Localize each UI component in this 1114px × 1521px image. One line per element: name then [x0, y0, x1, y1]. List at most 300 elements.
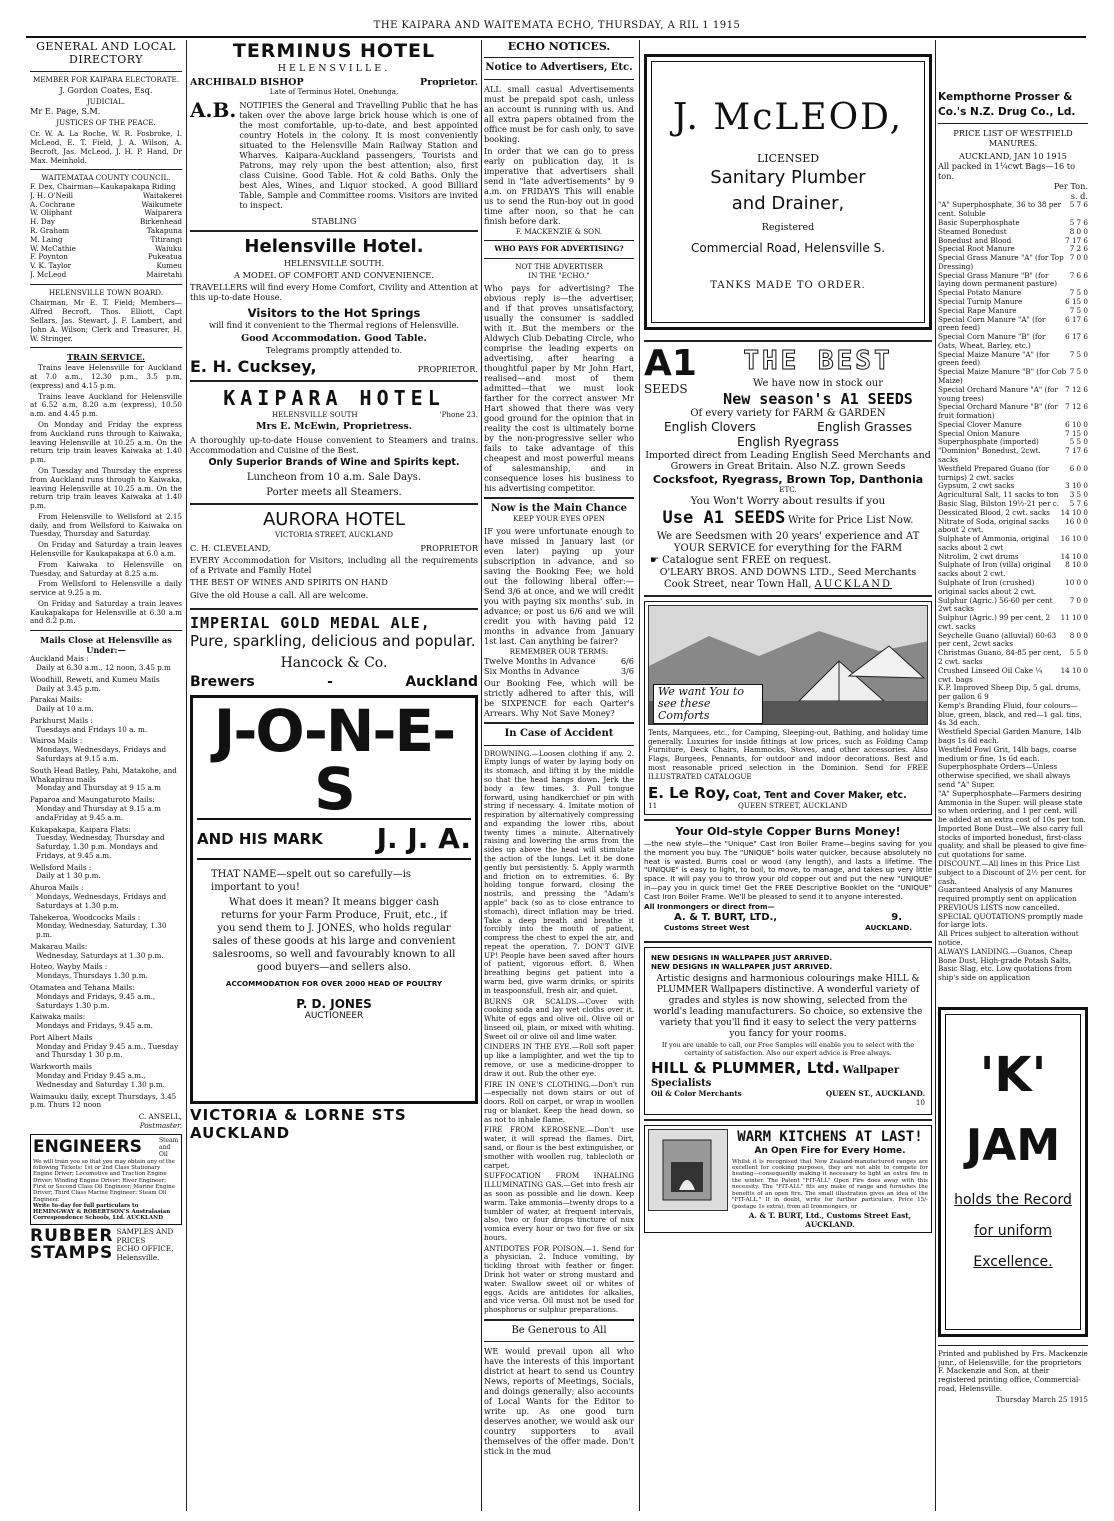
main-chance-title: Now is the Main Chance [490, 502, 628, 514]
divider [30, 347, 182, 348]
divider [190, 380, 478, 382]
postmaster-name: C. ANSELL, [138, 1112, 182, 1122]
price-value: 7 0 0 [1069, 595, 1088, 605]
price-value: 7 5 0 [1069, 305, 1088, 315]
cucksey: E. H. Cucksey, [190, 356, 317, 376]
council-riding: Waitakerei [142, 190, 182, 200]
terms-list [484, 656, 634, 676]
mail-entry [30, 1063, 182, 1089]
divider [938, 123, 1088, 124]
price-item: Special Clover Manure [938, 419, 1022, 429]
mcleod-registered: Registered [761, 221, 815, 233]
aurora-owner: C. H. CLEVELAND, [190, 542, 271, 553]
mail-route: Woodhill, Reweti, and Kumeu Mails [30, 674, 160, 684]
price-value: 8 10 0 [1065, 560, 1088, 570]
council-member: H. Day [30, 217, 55, 227]
notices-column [484, 40, 634, 1511]
leroy-number: 11 [648, 800, 658, 810]
divider [190, 503, 478, 505]
price-row [938, 403, 1088, 421]
price-value: 14 10 0 [1060, 665, 1088, 675]
wallpaper-address: QUEEN ST., AUCKLAND. [825, 1088, 925, 1098]
mails-list [30, 655, 182, 1110]
mail-route: South Head Batley, Pahi, Matakohe, and Whakapirau mails [30, 765, 177, 784]
price-item: Special Corn Manure "A" (for green feed) [938, 314, 1046, 333]
terminus-role: Proprietor. [420, 76, 478, 88]
price-row [938, 272, 1088, 290]
mail-entry [30, 717, 182, 735]
jones-initials: J. J. A. [376, 821, 471, 855]
terminus-town: HELENSVILLE. [277, 63, 391, 75]
council-riding: Waiuku [155, 243, 182, 253]
wallpaper-ad [644, 947, 932, 1114]
mail-entry [30, 963, 182, 981]
council-riding: Waiparera [144, 208, 182, 218]
divider [190, 608, 478, 610]
mail-entry [30, 864, 182, 882]
price-item: Special Orchard Manure "B" (for fruit formation) [938, 402, 1058, 421]
mail-time: Mondays, Wednesdays, Fridays and Saturdays at 1.30 p.m. [36, 891, 167, 910]
cucksey-role: PROPRIETOR. [417, 363, 478, 374]
westfield-fowl: Westfield Fowl Grit, 14lb bags, coarse medium or fine, 1s 6d each. [938, 744, 1077, 763]
who-pays: WHO PAYS FOR ADVERTISING? [494, 244, 624, 254]
price-item: Westfield Prepared Guano (for turnips) 2 cwt. sacks [938, 463, 1049, 482]
price-row [938, 465, 1088, 483]
judicial-heading: JUDICIAL. [86, 96, 126, 106]
a1-catalogue: Catalogue sent FREE on request. [662, 554, 832, 566]
divider [484, 497, 634, 499]
a1-new-season: New season's A1 SEEDS [723, 389, 913, 408]
leroy-ad [644, 601, 932, 815]
price-item: Special Orchard Manure "A" (for young trees) [938, 384, 1058, 403]
terms-price: 3/6 [620, 666, 634, 677]
manures-column [938, 40, 1088, 1511]
price-value: 6 0 0 [1069, 463, 1088, 473]
notice-body-2: In order that we can go to press early on publication day, it is imperative that advertisers shall send in "late advertisements" by 9 a.m. on FRIDAYS This will enable us to send the Run-boy out in good time after noon, so that he can finish before dark. [484, 145, 634, 226]
price-value: 7 15 0 [1065, 428, 1088, 438]
terms-row [484, 656, 634, 666]
council-member: J. H. O'Neill [30, 190, 74, 200]
price-date: AUCKLAND, JAN 10 1915 [958, 151, 1067, 162]
price-value: 7 5 0 [1069, 367, 1088, 377]
helensville-body: TRAVELLERS will find every Home Comfort, Civility and Attention at this up-to-date House. [190, 282, 478, 303]
column-divider [481, 40, 482, 1511]
a1-seeds-label: SEEDS [644, 382, 688, 396]
leroy-trade: Coat, Tent and Cover Maker, etc. [732, 789, 907, 801]
a1-worry: You Won't Worry about results if you [690, 494, 886, 507]
springs-body: will find it convenient to the Thermal regions of Helensville. [209, 320, 459, 331]
notice-body: ALL small casual Advertisements must be prepaid spot cash, unless an account is running with us. And all extra papers obtained from the office must be for cash only, to save booking. [484, 83, 634, 144]
council-riding: Takapuna [146, 225, 182, 235]
divider [938, 1345, 1088, 1346]
stamps-title: RUBBER STAMPS [30, 1225, 114, 1263]
ale-title: IMPERIAL GOLD MEDAL ALE, [190, 613, 431, 632]
copper-ironmongers: All Ironmongers or direct from— [644, 902, 775, 912]
brewers-city: Auckland [405, 673, 478, 690]
a1-the-best: THE BEST [743, 346, 893, 376]
price-row [938, 254, 1088, 272]
jp-text: Cr. W. A. La Roche, W. R. Fosbroke, I. McLeod, E. T. Field, J. A. Wilson, A. Becroft, Jas. McLeod, J. H. P. Hand, Dr Max. Meinhold. [30, 129, 182, 165]
train-heading: TRAIN SERVICE. [67, 352, 145, 363]
mail-time: Wednesday, Saturdays at 1.30 p.m. [36, 950, 164, 960]
k-label: 'K' [979, 1046, 1047, 1103]
price-value: 6 17 6 [1065, 314, 1088, 324]
mail-entry [30, 914, 182, 940]
accident-fire-kerosene: FIRE FROM KEROSENE.—Don't use water, it will spread the flames. Dirt, sand, or flour is the best extinguisher, or smother with woollen rug, tablecloth or carpet. [484, 1125, 634, 1170]
mail-time: Daily at 10 a.m. [36, 704, 94, 714]
directory-column [30, 40, 182, 1511]
kaipara-hotel-title: KAIPARA HOTEL [223, 386, 445, 411]
wallpaper-line-1: NEW DESIGNS IN WALLPAPER JUST ARRIVED. [651, 953, 833, 963]
divider [484, 722, 634, 724]
price-item: Special Maize Manure "A" (for green feed) [938, 349, 1050, 368]
council-riding: Waikumete [141, 199, 182, 209]
leroy-address: QUEEN STREET, AUCKLAND [738, 800, 848, 810]
stamps-ad [30, 1225, 182, 1263]
terms-body: Our Booking Fee, which will be strictly adhered to after this, will be SIXPENCE for each Qarter's Arrears. Why Not Save Money? [484, 678, 634, 719]
price-row [938, 614, 1088, 632]
price-item: Sulphate of Ammonia, original sacks about 2 cwt [938, 534, 1050, 552]
a1-ryegrass: English Ryegrass [737, 435, 839, 450]
board-text: Chairman, Mr E. T. Field; Members—Alfred Becroft, Thos. Elliott, Capt Sellars, Jas. Stewart, J. F. Lambert, and John A. Wilson; Clerk and Treasurer, H. W. Stringer. [30, 298, 182, 343]
price-item: Special Maize Manure "B" (for Cob Maize) [938, 367, 1067, 385]
price-value: 7 17 6 [1065, 446, 1088, 456]
price-value: 7 12 6 [1065, 384, 1088, 394]
copper-address: Customs Street West [664, 923, 750, 933]
aurora-sub: VICTORIA STREET, AUCKLAND [274, 529, 393, 539]
mail-route: Wellsford Mails : [30, 862, 92, 872]
mail-route: Paparoa and Maungaturoto Mails: [30, 795, 155, 805]
a1-clovers: English Clovers [664, 420, 756, 435]
mail-time: Monday and Thursday at 9 15 a.m [36, 783, 161, 793]
jones-name: P. D. JONES [296, 996, 372, 1011]
a1-cocksfoot: Cocksfoot, Ryegrass, Brown Top, Danthonia [652, 472, 924, 486]
mail-route: Hoteo, Wayby Mails : [30, 962, 108, 972]
jp-heading: JUSTICES OF THE PEACE. [56, 118, 156, 128]
column-divider [186, 40, 187, 1511]
a1-cook-street: Cook Street, near Town Hall, [664, 578, 812, 590]
price-row [938, 535, 1088, 553]
imported-bone: Imported Bone Dust—We also carry full stocks of imported bonedust, first-class quality, and shall be pleased to give fine-cut quotations for same. [938, 823, 1087, 860]
a1-use-seeds: Use A1 SEEDS [662, 507, 786, 528]
helensville-model: A MODEL OF COMFORT AND CONVENIENCE. [234, 270, 434, 281]
divider [30, 630, 182, 631]
price-item: Special Root Manure [938, 244, 1015, 254]
ale-line: Pure, sparkling, delicious and popular. [190, 631, 476, 650]
copper-city: AUCKLAND. [865, 923, 912, 933]
mail-time: Mondays, Wednesdays, Fridays and Saturdays at 9.15 a.m. [36, 745, 167, 764]
price-item: Agricultural Salt, 11 sacks to ton [938, 490, 1059, 500]
notice-sign: F. MACKENZIE & SON. [515, 226, 603, 236]
member-heading: MEMBER FOR KAIPARA ELECTORATE. [32, 74, 180, 84]
divider [644, 595, 932, 597]
divider [30, 169, 182, 170]
train-paragraph: On Friday and Saturday a train leaves Kaukapakapa for Helensville at 6.30 a.m and 8.2 p.m. [30, 598, 182, 626]
mail-time: Daily at 1 30 p.m. [36, 871, 101, 881]
hancock: Hancock & Co. [280, 654, 388, 671]
aurora-call: Give the old House a call. All are welcome. [190, 589, 369, 600]
price-item: Sulphate of Iron (villa) original sacks about 2 cwt. [938, 560, 1051, 579]
price-item: Christmas Guano, 84-85 per cent, 2 cwt. sacks [938, 648, 1062, 666]
price-item: Sulphate of Iron (crushed) original sacks about 2 cwt. [938, 577, 1037, 596]
council-member: R. Graham [30, 225, 70, 235]
price-value: 7 5 0 [1069, 349, 1088, 359]
kaipara-brands: Only Superior Brands of Wine and Spirits kept. [208, 456, 460, 468]
price-value: 14 10 0 [1060, 551, 1088, 561]
price-value: 5 7 6 [1069, 498, 1088, 508]
kaipara-sub: HELENSVILLE SOUTH [271, 409, 358, 419]
price-item: Special Onion Manure [938, 428, 1020, 438]
price-value: 7 0 0 [1069, 253, 1088, 263]
mail-route: Ahuroa Mails : [30, 883, 84, 893]
a1-seeds-ad [644, 343, 932, 408]
terminus-body: NOTIFIES the General and Travelling Public that he has taken over the above large brick house which is one of the most comfortable, up-to-date, and best appointed country Hotels in the colony. It is most conveniently situated to the Helensville Main Railway Station and Wharves. Kaipara-Auckland passengers, Tourists and Patrons, may rely upon the best attention; also, first class Cuisine. Good Table. Hot & cold Baths. Only the best Ales, Wines, and Liquor stocked. A good Billiard Table, Sample and Committee rooms. Visitors are invited to inspect. [239, 100, 478, 211]
directory-title: GENERAL AND LOCAL DIRECTORY [36, 40, 176, 67]
guaranteed: Guaranteed Analysis of any Manures required promptly sent on application PREVIOUS LISTS now cancelled. [938, 885, 1077, 912]
a1-every: Of every variety for FARM & GARDEN [690, 408, 886, 420]
price-value: 5 7 6 [1069, 200, 1088, 210]
member-name: J. Gordon Coates, Esq. [59, 84, 153, 95]
price-value: 6 17 6 [1065, 332, 1088, 342]
special-quotations: SPECIAL QUOTATIONS promptly made for large lots. [938, 911, 1083, 930]
fireplace-icon [649, 1130, 725, 1208]
mail-entry [30, 1093, 182, 1111]
mcleod-ad [644, 54, 932, 330]
price-value: 3 5 0 [1069, 490, 1088, 500]
train-paragraph: From Helensville to Wellsford at 2.15 daily, and from Wellsford to Kaiwaka on Tuesday, Thursday and Saturday. [30, 511, 182, 539]
helensville-hotel-title: Helensville Hotel. [244, 236, 424, 258]
for-uniform: for uniform [974, 1223, 1052, 1240]
stabling: STABLING [311, 216, 357, 227]
a1-oleary: O'LEARY BROS. AND DOWNS LTD., Seed Merchants [659, 567, 917, 579]
notices-title: ECHO NOTICES. [507, 40, 611, 53]
council-row [30, 271, 182, 280]
train-paragraph: From Wellsford to Helensville a daily service at 9.25 a m. [30, 579, 182, 598]
divider [644, 819, 932, 821]
kaipara-owner: Mrs E. McEwin, Proprietress. [255, 421, 413, 433]
mail-entry [30, 796, 182, 822]
council-member: J. McLeod [30, 269, 67, 279]
divider [190, 230, 478, 232]
generous-body: WE would prevail upon all who have the interests of this important district at heart to send us Country News, reports of Meetings, Socials, and doings generally; also accounts of Local Wants for the Editor to write up. As one good turn deserves another, we would ask our country supporters to avail themselves of the offer made. Don't stick in the mud [484, 1346, 634, 1457]
mail-entry [30, 884, 182, 910]
price-row [938, 386, 1088, 404]
price-value: 3 10 0 [1065, 481, 1088, 491]
a1-auckland: AUCKLAND [814, 578, 893, 590]
mail-entry [30, 1034, 182, 1060]
per-ton: Per Ton. [1053, 181, 1088, 192]
price-item: Special Corn Manure "B" (for Oats, Wheat, Barley, etc.) [938, 332, 1046, 350]
wallpaper-specialists: Wallpaper Specialists [651, 1065, 900, 1089]
aurora-title: AURORA HOTEL [262, 508, 406, 530]
divider [484, 240, 634, 241]
terminus-late: Late of Terminus Hotel, Onehunga, [269, 87, 399, 97]
price-item: Special Potato Manure [938, 288, 1022, 298]
ads-column [644, 40, 932, 1511]
mail-route: Port Albert Mails [30, 1032, 93, 1042]
divider [484, 745, 634, 746]
train-list [30, 364, 182, 626]
price-list [938, 201, 1088, 684]
mail-entry [30, 984, 182, 1010]
mail-entry [30, 676, 182, 694]
board-heading: HELENSVILLE TOWN BOARD. [48, 287, 164, 297]
mail-time: Tuesday, Wednesday, Thursday and Saturday, 1.30 p.m. Mondays and Fridays, at 9.45 a.m. [36, 833, 165, 860]
terminus-initials: A.B. [190, 98, 237, 123]
price-item: Special Grass Manure "B" (for laying down permanent pasture) [938, 270, 1058, 289]
shillings-pence: s. d. [1070, 191, 1088, 202]
aurora-role: PROPRIETOR [420, 542, 478, 553]
price-value: 16 0 0 [1065, 516, 1088, 526]
price-value: 7 12 6 [1065, 402, 1088, 412]
wallpaper-oil: Oil & Color Merchants [651, 1088, 742, 1098]
column-divider [639, 40, 640, 1511]
jones-and-his-mark: AND HIS MARK [197, 829, 323, 848]
a-super: "A" Superphosphate—Farmers desiring Ammonia in the Super. will please state so when ordering, and 1 per cent. will be added at an extra cost of 10s per ton. [938, 788, 1086, 825]
price-row [938, 333, 1088, 351]
main-chance-body: IF you were unfortunate enough to have missed in January last (or even later) paying up your subscription in advance, and so saving the Booking Fee; we hold out the following liberal offer:— Send 3/6 at once, and we will credit you with paying six months' sub. in advance; or post us 6/6 and we will credit you with having paid 12 months in advance from January 1st last. Can anything be fairer? [484, 525, 634, 646]
copper-body: —the new style—the "Unique" Cast Iron Boiler Frame—begins saving for you the moment you buy. The "UNIQUE" boils water quicker, because absolutely no heat is wasted. Burns coal or wood (any length), and lasts a lifetime. The "UNIQUE" is easy to light, to boil, to move, to manage, and takes up very little space. It will pay you to throw your old copper out and put the new "UNIQUE" in—pay you in quick time! Get the FREE Descriptive Booklet on the "UNIQUE" Cast Iron Boiler Frame. We'll be pleased to send it to anyone interested. [644, 839, 932, 901]
price-value: 6 15 0 [1065, 296, 1088, 306]
mail-time: Daily at 3.45 p.m. [36, 683, 101, 693]
price-item: Special Rape Manure [938, 305, 1017, 315]
price-row [938, 518, 1088, 536]
mail-entry [30, 696, 182, 714]
price-value: 5 5 0 [1069, 437, 1088, 447]
super-orders: Superphosphate Orders—Unless otherwise specified, we shall always send "A" Super. [938, 762, 1071, 789]
excellence: Excellence. [973, 1254, 1053, 1271]
mail-route: Parakai Mails: [30, 695, 83, 705]
mail-entry [30, 767, 182, 793]
a1-stock: We have now in stock our [753, 377, 883, 389]
a1-grasses: English Grasses [817, 420, 912, 435]
telegrams: Telegrams promptly attended to. [265, 344, 403, 355]
council-member: F. Dex, Chairman—Kaukapakapa Riding [30, 182, 176, 192]
jones-logo: J-O-N-E-S [213, 696, 455, 823]
not-advertiser: NOT THE ADVERTISER [515, 262, 603, 272]
train-paragraph: From Kaiwaka to Helensville on Tuesday, and Saturday at 8.25 a.m. [30, 559, 182, 578]
price-row [938, 597, 1088, 615]
divider [484, 1341, 634, 1342]
train-paragraph: On Monday and Friday the express from Auckland runs through to Kaiwaka, leaving Helensville at 10.25 a.m. On the return trip train leaves Kaiwaka at 1.40 p.m. [30, 420, 182, 465]
imprint-date: Thursday March 25 1915 [995, 1394, 1088, 1404]
divider [484, 79, 634, 80]
mail-route: Wairoa Mails : [30, 736, 83, 746]
mcleod-address: Commercial Road, Helensville S. [690, 241, 886, 256]
price-item: Nitrate of Soda, original sacks about 2 cwt. [938, 516, 1050, 535]
price-value: 7 2 6 [1069, 244, 1088, 254]
mail-route: Kaiwaka mails: [30, 1012, 86, 1022]
always-landing: ALWAYS LANDING.—Guanos, Cheap Bone Dust, High-grade Potash Salts, Basic Slag, etc. Low quotations from ship's side on application [938, 946, 1073, 983]
train-paragraph: Trains leave Auckland for Helensville at 6.52 a.m, 8.20 a.m (express), 10.50 a.m. and 4.45 p.m. [30, 391, 182, 419]
mail-time: Monday and Friday 9.45 a.m., Wednesday and Saturday 1.30 p.m. [36, 1071, 165, 1089]
price-item: Superphosphate (imported) [938, 437, 1039, 447]
terms-price: 6/6 [620, 656, 634, 667]
accident-burns: BURNS OR SCALDS.—Cover with cooking soda and lay wet cloths over it. White of eggs and olive oil. Olive oil or linseed oil, plain, or mixed with whiting. Sweet oil or olive oil and lime water. [484, 996, 634, 1041]
price-value: 11 10 0 [1060, 613, 1088, 623]
tent-caption: We want You to see these Comforts [653, 684, 763, 724]
divider [30, 71, 182, 72]
price-item: Sulphur (Agric.) 56-60 per cent 2wt sacks [938, 595, 1053, 614]
mail-time: Mondays and Fridays, 9.45 a.m. [36, 1021, 153, 1031]
discount: DISCOUNT.—All lines in this Price List subject to a Discount of 2½ per cent. for cash. [938, 858, 1086, 886]
warm-kitchens-ad [644, 1125, 932, 1234]
council-riding: Pukeatua [147, 252, 182, 262]
price-row [938, 368, 1088, 386]
mail-route: Warkworth mails [30, 1062, 92, 1072]
springs-heading: Visitors to the Hot Springs [247, 306, 421, 321]
accident-fire-clothing: FIRE IN ONE'S CLOTHING.—Don't run—especially not down stairs or out of doors. Roll on carpet, or wrap in woollen rug or blanket. Keep the head down, so as not to inhale flame. [484, 1079, 634, 1124]
k-jam-ad [938, 1007, 1088, 1337]
kaipara-luncheon: Luncheon from 10 a.m. Sale Days. [246, 471, 422, 483]
terms-heading: REMEMBER OUR TERMS: [509, 646, 609, 656]
judicial-name: Mr E. Page, S.M. [30, 106, 101, 117]
price-note: All packed in 1¼cwt Bags—16 to ton. [938, 161, 1076, 182]
main-chance-sub: KEEP YOUR EYES OPEN [512, 513, 606, 523]
wallpaper-line-2: NEW DESIGNS IN WALLPAPER JUST ARRIVED. [651, 962, 833, 972]
price-item: Gypsum, 2 cwt sacks [938, 481, 1015, 491]
warm-title: WARM KITCHENS AT LAST! [737, 1128, 923, 1145]
price-row [938, 316, 1088, 334]
kaipara-porter: Porter meets all Steamers. [266, 486, 402, 498]
divider [30, 284, 182, 285]
price-item: Special Turnip Manure [938, 296, 1023, 306]
tent-body: Tents, Marquees, etc., for Camping, Sleeping-out, Bathing, and holiday time generally. Luxuries for inside fittings at low prices, such as Folding Camp Furniture, Deck Chairs, Hammocks, Stoves, and other accessories. Also Flags, Burgees, Pennants, for outdoor and indoor decorations. Best and most reasonable priced selection in the Dominion. Send for FREE ILLUSTRATED CATALOGUE [648, 727, 928, 781]
a1-imported: Imported direct from Leading English Seed Merchants and Growers in Great Britain. Also N.Z. grown Seeds [645, 449, 931, 473]
price-item: Basic Superphosphate [938, 217, 1020, 227]
accident-suffocation: SUFFOCATION FROM INHALING ILLUMINATING GAS.—Get into fresh air as soon as possible and lie down. Keep warm. Take ammonia—twenty drops to a tumbler of water, at frequent intervals, also, two or four drops tincture of nux vomica every hour or two for five or six hours. [484, 1171, 634, 1242]
price-item: "A" Superphosphate, 36 to 38 per cent. Soluble [938, 200, 1062, 219]
mail-entry [30, 655, 182, 673]
mail-time: Monday, Wednesday, Saturday, 1.30 p.m. [36, 921, 167, 940]
jones-footer: VICTORIA & LORNE STS AUCKLAND [190, 1105, 407, 1143]
mail-route: Otamatea and Tehana Mails: [30, 983, 135, 992]
council-member: W. McCathie [30, 243, 76, 253]
tent-illustration [648, 605, 928, 725]
kemps-fluid: Kemp's Branding Fluid, four colours—blue, green, black, and red—1 gal. tins, 4s 3d each. [938, 700, 1082, 728]
price-item: Dessicated Blood, 2 cwt. sacks [938, 507, 1050, 517]
council-member: M. Laing [30, 234, 63, 244]
masthead-rule [26, 36, 1086, 38]
jones-ad [190, 695, 478, 1104]
council-riding: Kumeu [156, 261, 182, 271]
mail-route: Waimauku daily, except Thursdays, 3.45 p.m. Thurs 12 noon [30, 1091, 177, 1110]
mails-heading: Mails Close at Helensville as Under:— [40, 635, 172, 656]
terms-period: Six Months in Advance [484, 666, 580, 677]
mail-time: Monday and Friday 9.45 a.m., Tuesday and Thursday 1 30 p.m. [36, 1041, 179, 1060]
price-row [938, 561, 1088, 579]
price-row [938, 632, 1088, 650]
divider [484, 258, 634, 259]
engineers-sub: Steam and Oil [159, 1136, 179, 1159]
copper-number: 9. [891, 912, 902, 924]
council-member: W. Oliphant [30, 208, 73, 218]
mail-entry [30, 737, 182, 763]
in-echo: IN THE "ECHO." [528, 270, 590, 280]
accident-drowning: DROWNING.—Loosen clothing if any. 2. Empty lungs of water by laying body on its stomach, and lifting it by the middle so that the head hangs down. Jerk the body a few times. 3. Pull tongue forward, using handkerchief or pin with string if necessary. 4. Imitate motion of respiration by alternatively compressing and expanding the lower ribs, about twenty times a minute. Alternatively raising and lowering the arms from the sides up above the head will stimulate the action of the lungs. Let it be done gently but persistently. 5. Apply warmth and friction on to extremities. 6. By holding tongue forward, closing the nostrils, and pressing the "Adam's apple" back (so as to close entrance to stomach), direct inflation may be tried. Take a deep breath and breathe it forcibly into the mouth of patient, compress the chest to expel the air, and repeat the operation. 7. DON'T GIVE UP! People have been saved after hours of patient, vigorous effort. 8. When breathing begins get patient into a warm bed, give warm drinks, or spirits in teaspoonsfull, fresh air, and quiet. [484, 748, 634, 995]
all-prices: All Prices subject to alteration without notice. [938, 929, 1079, 947]
mail-route: Parkhurst Mails : [30, 715, 93, 725]
price-item: Steamed Bonedust [938, 226, 1007, 236]
mail-time: Mondays and Fridays, 9.45 a.m., Saturdays 1.30 p.m. [36, 991, 156, 1010]
warm-body: Whilst it is recognised that New Zealand-manufactured ranges are excellent for cooking purposes, they are not able to compete for heating—consequently making it necessary to light an extra fire in the winter. The Patent "FIT-ALL" Open Fire does away with this necessity. The "FIT-ALL" fits any make of range and furnishes the benefits of an open fire. The small illustration gives an idea of the "FIT-ALL." If in doubt, write for further particulars. Price 15/- (postage 1s extra), from all Ironmongers, or [732, 1158, 928, 1210]
council-riding: Birkenhead [139, 217, 182, 227]
terms-period: Twelve Months in Advance [484, 656, 596, 667]
price-value: 16 10 0 [1060, 534, 1088, 544]
price-item: Basic Slag, Bilston 19½-21 per c. [938, 498, 1060, 508]
council-member: F. Poynton [30, 252, 68, 262]
aurora-body: EVERY Accommodation for Visitors, including all the requirements of a Private and Family Hotel [190, 554, 478, 575]
